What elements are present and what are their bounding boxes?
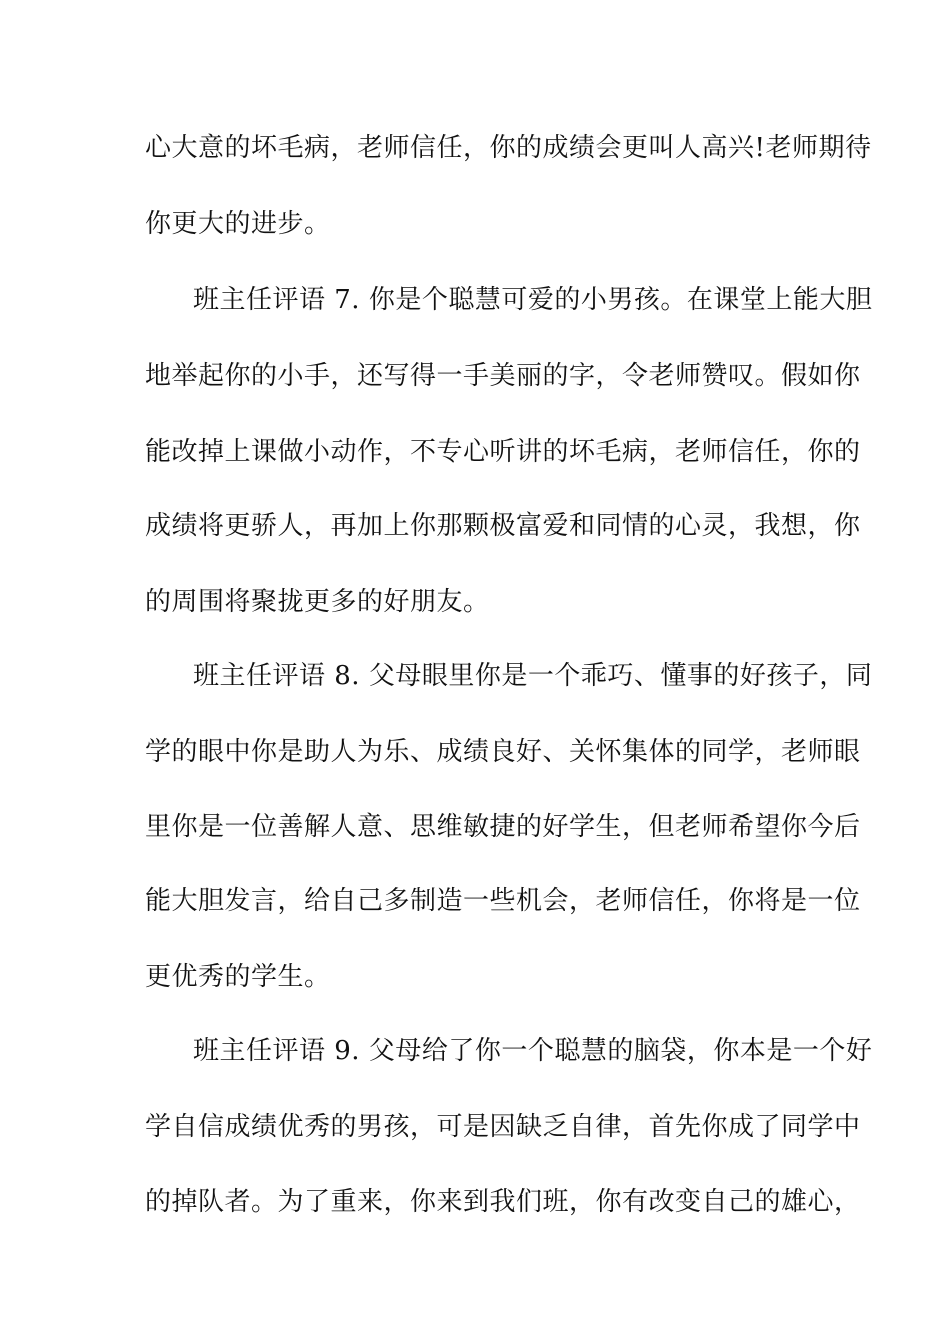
text-line: 的掉队者。为了重来，你来到我们班，你有改变自己的雄心， (145, 1187, 861, 1217)
text-line: 你更大的进步。 (145, 209, 331, 239)
text-line: 能改掉上课做小动作，不专心听讲的坏毛病，老师信任，你的 (145, 437, 861, 467)
text-line: 的周围将聚拢更多的好朋友。 (145, 587, 490, 617)
text-line: 成绩将更骄人，再加上你那颗极富爱和同情的心灵，我想，你 (145, 511, 861, 541)
text-line: 更优秀的学生。 (145, 962, 331, 992)
text-line: 里你是一位善解人意、思维敏捷的好学生，但老师希望你今后 (145, 812, 861, 842)
text-line: 地举起你的小手，还写得一手美丽的字，令老师赞叹。假如你 (145, 361, 861, 391)
text-line: 学的眼中你是助人为乐、成绩良好、关怀集体的同学，老师眼 (145, 737, 861, 767)
paragraph-start-comment-7: 班主任评语 7. 你是个聪慧可爱的小男孩。在课堂上能大胆 (193, 285, 873, 315)
text-line: 学自信成绩优秀的男孩，可是因缺乏自律，首先你成了同学中 (145, 1112, 861, 1142)
text-line: 心大意的坏毛病，老师信任，你的成绩会更叫人高兴!老师期待 (145, 133, 872, 163)
paragraph-start-comment-9: 班主任评语 9. 父母给了你一个聪慧的脑袋，你本是一个好 (193, 1036, 873, 1066)
paragraph-start-comment-8: 班主任评语 8. 父母眼里你是一个乖巧、懂事的好孩子，同 (193, 661, 873, 691)
text-line: 能大胆发言，给自己多制造一些机会，老师信任，你将是一位 (145, 886, 861, 916)
